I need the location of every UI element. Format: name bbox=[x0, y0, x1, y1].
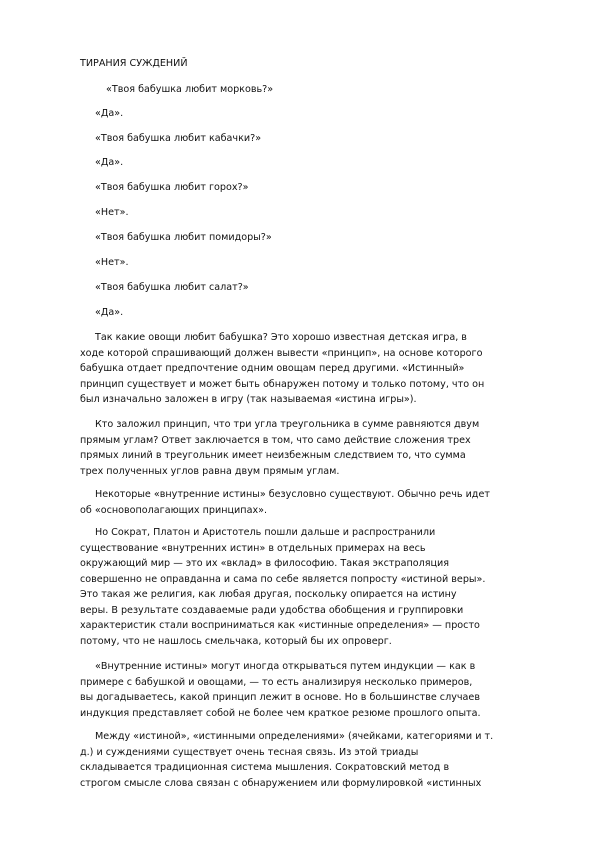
text-line: складывается традиционная система мышления. Сократовский метод в bbox=[80, 762, 450, 773]
dialog-line: «Твоя бабушка любит горох?» bbox=[95, 182, 249, 193]
text-line: потому, что не нашлось смельчака, который бы их опроверг. bbox=[80, 635, 392, 647]
text-line: Некоторые «внутренние истины» безусловно существуют. Обычно речь идет bbox=[95, 489, 490, 500]
paragraph-grandma-game bbox=[80, 330, 532, 408]
text-line: существование «внутренних истин» в отдельных примерах на весь bbox=[80, 542, 426, 554]
text-line: об «основополагающих принципах». bbox=[80, 504, 268, 516]
text-line: совершенно не оправданна и сама по себе является попросту «истиной веры». bbox=[80, 573, 486, 585]
text-line: д.) и суждениями существует очень тесная связь. Из этой триады bbox=[80, 746, 419, 758]
text-line: окружающий мир — это их «вклад» в философию. Такая экстраполяция bbox=[80, 558, 450, 569]
text-line: Так какие овощи любит бабушка? Это хорошо известная детская игра, в bbox=[95, 332, 467, 343]
text-line: примере с бабушкой и овощами, — то есть анализируя несколько примеров, bbox=[80, 676, 473, 688]
text-line: Кто заложил принцип, что три угла треугольника в сумме равняются двум bbox=[95, 419, 480, 430]
dialog-line: «Да». bbox=[95, 157, 124, 168]
text-line: был изначально заложен в игру (так называемая «истина игры»). bbox=[80, 394, 417, 405]
text-line: веры. В результате создаваемые ради удобства обобщения и группировки bbox=[80, 604, 464, 616]
text-line: ходе которой спрашивающий должен вывести «принцип», на основе которого bbox=[80, 347, 483, 359]
paragraph-truth-triad bbox=[80, 729, 532, 791]
text-line: бабушка отдает предпочтение одним овощам перед другими. «Истинный» bbox=[80, 363, 465, 374]
paragraph-triangle bbox=[80, 417, 532, 479]
dialog-line: «Нет». bbox=[95, 257, 129, 268]
document-title: ТИРАНИЯ СУЖДЕНИЙ bbox=[80, 58, 188, 69]
dialog-line: «Твоя бабушка любит морковь?» bbox=[106, 84, 274, 95]
text-line: трех полученных углов равна двум прямым углам. bbox=[80, 465, 340, 477]
text-line: принцип существует и может быть обнаружен потому и только потому, что он bbox=[80, 378, 485, 390]
dialog-line: «Твоя бабушка любит помидоры?» bbox=[95, 232, 272, 243]
text-line: прямым углам? Ответ заключается в том, что само действие сложения трех bbox=[80, 434, 471, 446]
paragraph-induction bbox=[80, 659, 532, 721]
text-line: вы догадываетесь, какой принцип лежит в основе. Но в большинстве случаев bbox=[80, 692, 480, 703]
text-line: прямых линий в треугольник имеет неизбежным следствием то, что сумма bbox=[80, 450, 466, 461]
text-line: характеристик стали восприниматься как «истинные определения» — просто bbox=[80, 620, 480, 631]
text-line: Это такая же религия, как любая другая, поскольку опирается на истину bbox=[80, 589, 457, 600]
dialog-line: «Нет». bbox=[95, 207, 129, 218]
text-line: индукция представляет собой не более чем краткое резюме прошлого опыта. bbox=[80, 707, 481, 719]
text-line: Но Сократ, Платон и Аристотель пошли дальше и распространили bbox=[95, 527, 436, 538]
paragraph-socrates bbox=[80, 525, 532, 649]
dialog-line: «Твоя бабушка любит кабачки?» bbox=[95, 133, 262, 144]
dialog-line: «Да». bbox=[95, 108, 124, 119]
dialog-line: «Да». bbox=[95, 307, 124, 318]
text-line: Между «истиной», «истинными определениями» (ячейками, категориями и т. bbox=[95, 731, 494, 742]
text-line: строгом смысле слова связан с обнаружением или формулировкой «истинных bbox=[80, 777, 482, 789]
paragraph-inner-truths bbox=[80, 487, 532, 518]
text-line: «Внутренние истины» могут иногда открываться путем индукции — как в bbox=[95, 661, 476, 672]
dialog-line: «Твоя бабушка любит салат?» bbox=[95, 282, 249, 293]
